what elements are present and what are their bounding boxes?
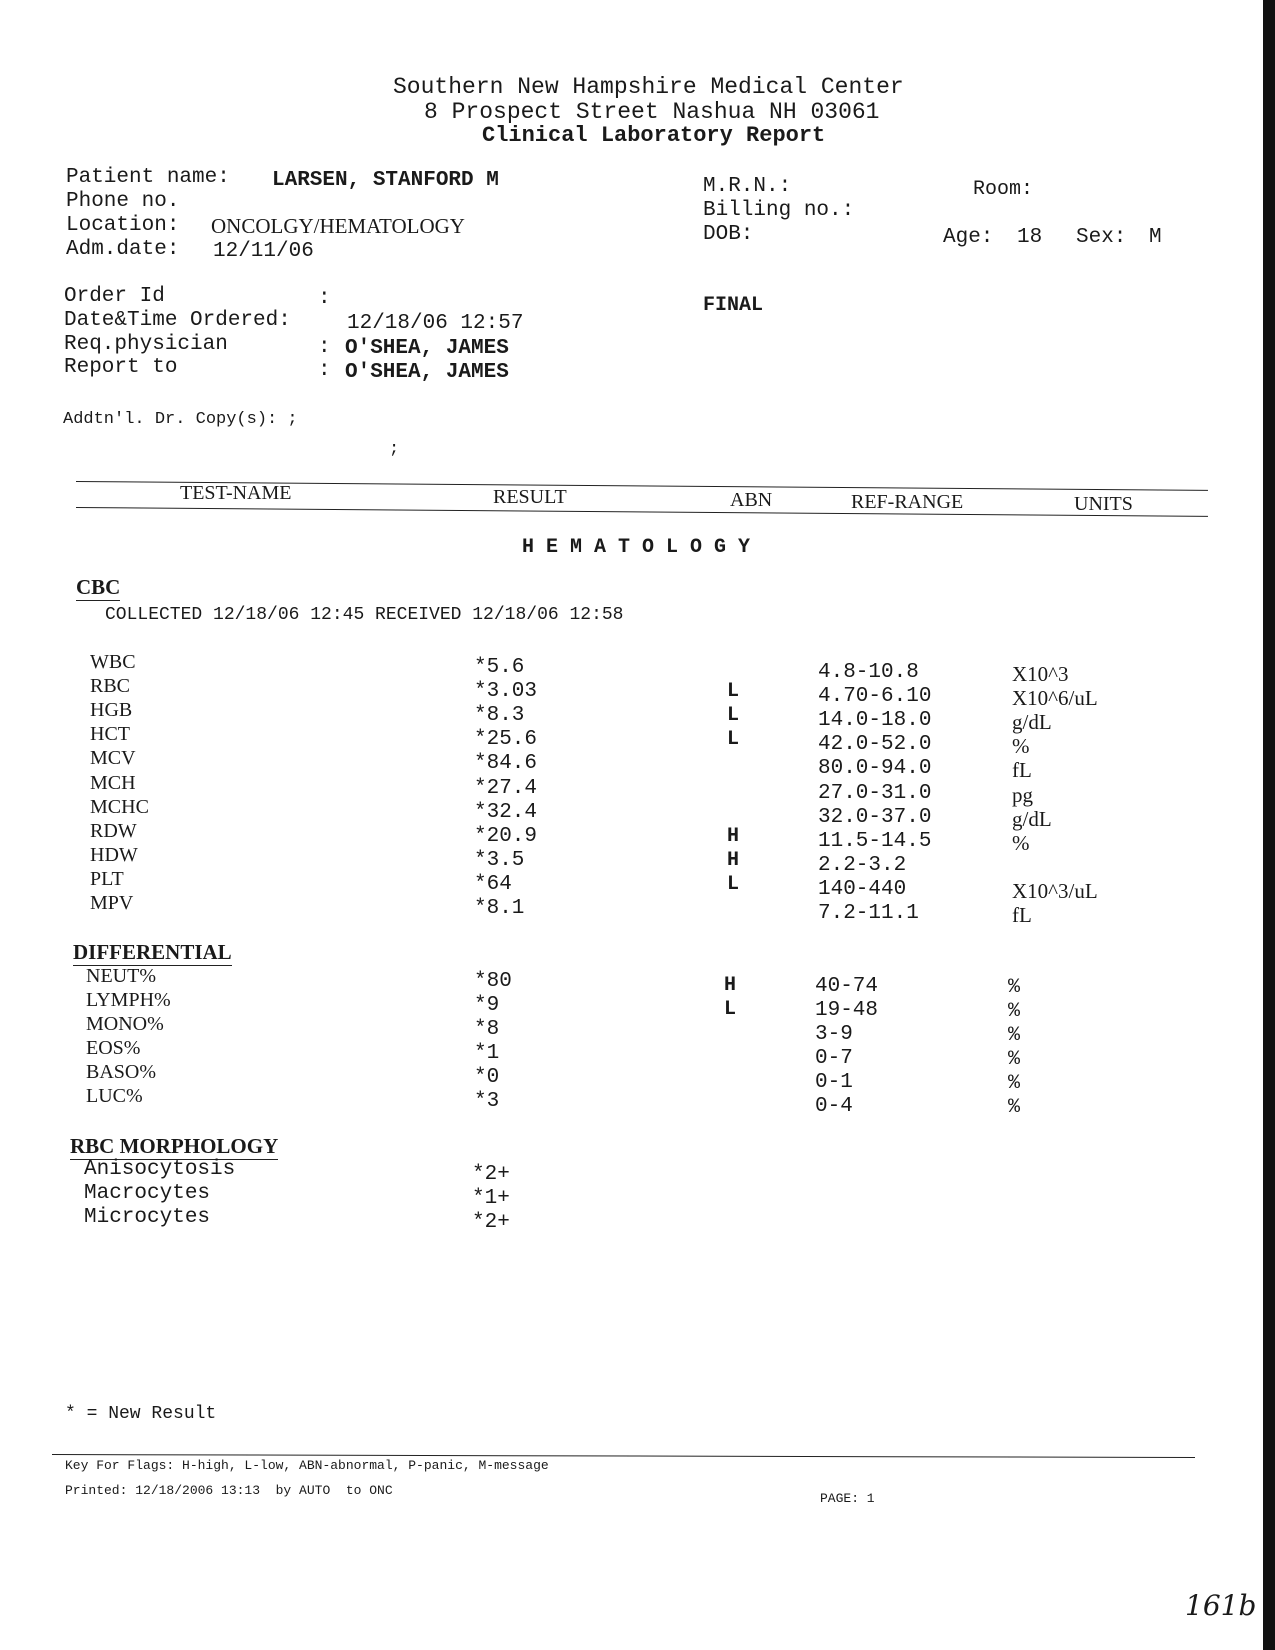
morphology-result: *2+ [472, 1163, 510, 1186]
diff-test-name: LUC% [86, 1085, 143, 1107]
ordered-value: 12/18/06 12:57 [347, 312, 524, 335]
diff-ref-range: 0-1 [815, 1071, 853, 1094]
diff-ref-range: 40-74 [815, 975, 879, 998]
morphology-test-name: Anisocytosis [84, 1158, 236, 1181]
cbc-abn-flag: L [727, 704, 740, 728]
sex-label: Sex: [1076, 226, 1127, 249]
page-number: PAGE: 1 [820, 1491, 875, 1506]
cbc-test-name: HDW [90, 843, 138, 866]
diff-ref-range: 19-48 [815, 999, 879, 1022]
cbc-units: X10^6/uL [1012, 686, 1098, 711]
room-label: Room: [973, 178, 1034, 201]
cbc-ref-range: 11.5-14.5 [818, 829, 932, 853]
differential-section-title: DIFFERENTIAL [73, 940, 232, 964]
cbc-units: fL [1012, 903, 1032, 927]
cbc-section-title: CBC [76, 575, 121, 599]
col-ref-range: REF-RANGE [851, 491, 964, 513]
cbc-result: *8.3 [474, 704, 525, 728]
col-abn: ABN [730, 489, 773, 511]
patient-name: LARSEN, STANFORD M [272, 169, 499, 192]
dob-label: DOB: [703, 223, 754, 246]
patient-name-label: Patient name: [66, 166, 230, 189]
morphology-result: *1+ [472, 1187, 510, 1210]
morphology-result: *2+ [472, 1211, 510, 1234]
diff-units: % [1008, 1096, 1021, 1119]
flag-key: Key For Flags: H-high, L-low, ABN-abnormal, P-panic, M-message [65, 1458, 549, 1473]
printed-info: Printed: 12/18/2006 13:13 by AUTO to ONC [65, 1483, 393, 1498]
new-result-legend: * = New Result [65, 1404, 217, 1424]
cbc-units: g/dL [1012, 710, 1052, 735]
billing-label: Billing no.: [703, 199, 855, 222]
diff-result: *3 [474, 1090, 500, 1113]
department-title: H E M A T O L O G Y [522, 536, 751, 559]
cbc-test-name: MCH [90, 771, 136, 794]
col-units: UNITS [1074, 493, 1133, 515]
cbc-result: *3.5 [474, 848, 525, 872]
diff-result: *0 [474, 1066, 500, 1089]
report-status: FINAL [703, 294, 764, 317]
cbc-result: *32.4 [474, 800, 538, 824]
cbc-abn-flag: L [727, 680, 740, 703]
cbc-ref-range: 4.8-10.8 [818, 661, 919, 684]
diff-ref-range: 0-7 [815, 1047, 853, 1070]
report-to: O'SHEA, JAMES [345, 361, 509, 384]
cbc-test-name: PLT [90, 867, 124, 890]
phone-label: Phone no. [66, 190, 180, 213]
cbc-ref-range: 4.70-6.10 [818, 685, 932, 709]
morphology-test-name: Macrocytes [84, 1182, 211, 1205]
cbc-result: *27.4 [474, 776, 538, 800]
col-result: RESULT [493, 486, 567, 508]
order-id-colon: : [318, 287, 331, 310]
cbc-ref-range: 80.0-94.0 [818, 757, 932, 781]
diff-test-name: BASO% [86, 1061, 157, 1083]
cbc-result: *25.6 [474, 728, 538, 752]
order-id-label: Order Id [64, 285, 165, 308]
cbc-result: *3.03 [474, 680, 538, 704]
diff-ref-range: 0-4 [815, 1095, 853, 1118]
cbc-result: *5.6 [474, 656, 525, 679]
cbc-test-name: RDW [90, 819, 137, 842]
cbc-ref-range: 14.0-18.0 [818, 709, 932, 733]
cbc-abn-flag: H [727, 824, 740, 848]
cbc-test-name: HCT [90, 723, 130, 746]
cbc-units: % [1012, 734, 1030, 759]
diff-result: *8 [474, 1018, 500, 1041]
cbc-result: *20.9 [474, 824, 538, 848]
age-label: Age: [943, 226, 994, 249]
cbc-ref-range: 27.0-31.0 [818, 781, 932, 805]
diff-test-name: NEUT% [86, 965, 156, 987]
cbc-test-name: MCV [90, 747, 136, 770]
cbc-units: % [1012, 830, 1030, 855]
handwritten-note: 161b [1185, 1589, 1257, 1622]
facility-name: Southern New Hampshire Medical Center [393, 74, 904, 100]
cbc-result: *84.6 [474, 752, 538, 776]
adm-date-value: 12/11/06 [213, 240, 314, 263]
additional-copies: Addtn'l. Dr. Copy(s): ; [63, 410, 298, 429]
cbc-ref-range: 2.2-3.2 [818, 853, 907, 877]
req-physician: O'SHEA, JAMES [345, 337, 509, 360]
diff-result: *1 [474, 1042, 500, 1065]
diff-units: % [1008, 1048, 1021, 1071]
ordered-label: Date&Time Ordered: [64, 309, 291, 332]
age-value: 18 [1017, 226, 1043, 249]
cbc-ref-range: 140-440 [818, 877, 907, 901]
location-label: Location: [66, 214, 180, 237]
cbc-result: *8.1 [474, 897, 525, 920]
diff-units: % [1008, 1000, 1021, 1023]
cbc-ref-range: 32.0-37.0 [818, 805, 932, 829]
scan-edge [1263, 0, 1275, 1650]
morphology-test-name: Microcytes [84, 1206, 211, 1229]
facility-address: 8 Prospect Street Nashua NH 03061 [424, 99, 880, 125]
cbc-ref-range: 7.2-11.1 [818, 902, 919, 925]
diff-abn-flag: H [724, 974, 737, 997]
cbc-test-name: MCHC [90, 795, 149, 818]
report-to-colon: : [318, 359, 331, 382]
header-rule-bottom [76, 507, 1208, 517]
diff-test-name: EOS% [86, 1037, 141, 1059]
cbc-abn-flag: L [727, 728, 740, 752]
req-physician-colon: : [318, 336, 331, 359]
adm-date-label: Adm.date: [66, 238, 180, 261]
diff-units: % [1008, 1024, 1021, 1047]
diff-units: % [1008, 1072, 1021, 1095]
cbc-units: fL [1012, 758, 1032, 783]
location-value: ONCOLGY/HEMATOLOGY [211, 214, 465, 238]
diff-test-name: LYMPH% [86, 989, 171, 1011]
cbc-test-name: MPV [90, 892, 134, 914]
cbc-units: X10^3 [1012, 662, 1069, 686]
cbc-units: g/dL [1012, 806, 1052, 831]
cbc-ref-range: 42.0-52.0 [818, 733, 932, 757]
cbc-abn-flag: H [727, 848, 740, 872]
cbc-test-name: WBC [90, 651, 136, 673]
diff-result: *80 [474, 970, 512, 993]
cbc-units: X10^3/uL [1012, 878, 1098, 903]
cbc-test-name: RBC [90, 675, 131, 698]
cbc-test-name: HGB [90, 699, 133, 722]
diff-abn-flag: L [724, 998, 737, 1021]
cbc-abn-flag: L [727, 872, 740, 896]
additional-copies-semicolon: ; [389, 440, 400, 459]
report-title: Clinical Laboratory Report [482, 123, 826, 148]
cbc-units: pg [1012, 782, 1033, 807]
mrn-label: M.R.N.: [703, 175, 792, 198]
diff-test-name: MONO% [86, 1013, 164, 1035]
col-test-name: TEST-NAME [180, 482, 292, 504]
sex-value: M [1149, 226, 1162, 249]
diff-result: *9 [474, 994, 500, 1017]
cbc-collected: COLLECTED 12/18/06 12:45 RECEIVED 12/18/06 12:58 [105, 605, 624, 625]
morphology-section-title: RBC MORPHOLOGY [70, 1134, 279, 1158]
report-to-label: Report to [64, 356, 178, 379]
diff-ref-range: 3-9 [815, 1023, 853, 1046]
diff-units: % [1008, 976, 1021, 999]
cbc-result: *64 [474, 872, 512, 896]
req-physician-label: Req.physician [64, 333, 228, 356]
